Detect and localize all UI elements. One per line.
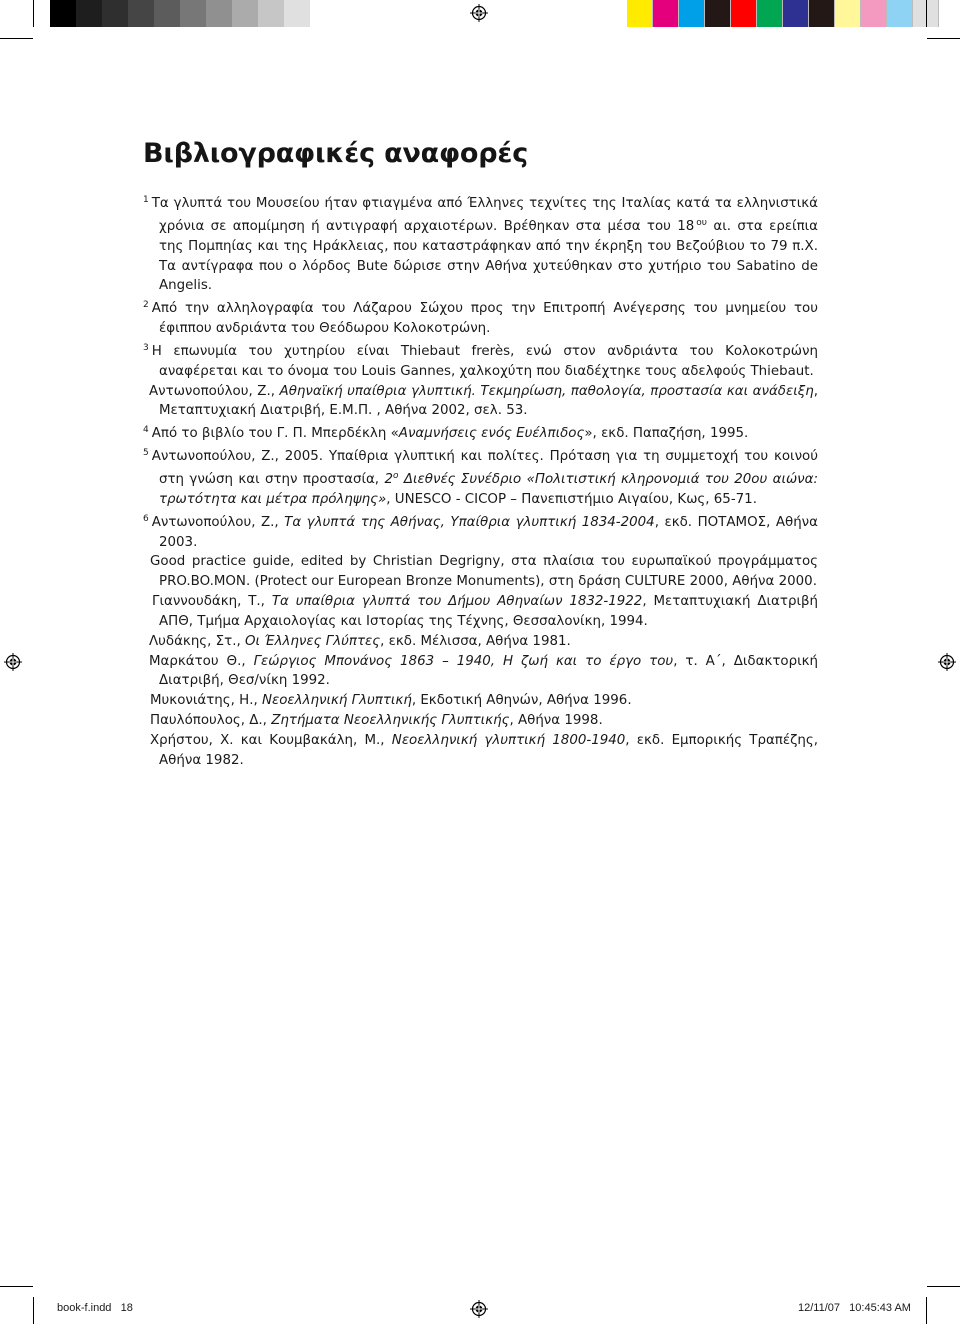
gray-swatch-3 bbox=[102, 0, 128, 27]
reference-3: $^3$ Η επωνυμία του χυτηρίου είναι Thiebaut frerès, ενώ στον ανδριάντα του Κολοκοτρώνη αναφέρεται και το όνομα του Louis Gannes, χαλκοχύτη που διαδέχτηκε τους αδελφούς Thiebaut. bbox=[143, 342, 818, 379]
cmyk-color-bar bbox=[627, 0, 939, 27]
gray-swatch-5 bbox=[154, 0, 180, 27]
reference-6: $^6$ Αντωνοπούλου, Ζ., Τα γλυπτά της Αθήνας, Υπαίθρια γλυπτική 1834-2004, εκδ. ΠΟΤΑΜΟΣ, Αθήνα 2003. bbox=[143, 513, 818, 550]
color-swatch-7 bbox=[783, 0, 809, 27]
gray-swatch-10 bbox=[284, 0, 310, 27]
color-swatch-10 bbox=[861, 0, 887, 27]
bibliography-lydakis: Λυδάκης, Στ., Οι Έλληνες Γλύπτες, εκδ. Μέλισσα, Αθήνα 1981. bbox=[149, 633, 571, 649]
color-swatch-2 bbox=[653, 0, 679, 27]
reference-4: $^4$ Από το βιβλίο του Γ. Π. Μπερδέκλη «Αναμνήσεις ενός Ευέλπιδος», εκδ. Παπαζήση, 1995. bbox=[143, 425, 749, 442]
crop-mark-bottom-right-v bbox=[926, 1297, 927, 1324]
registration-mark-top-icon bbox=[470, 4, 488, 22]
color-swatch-11 bbox=[887, 0, 913, 27]
crop-mark-bottom-right bbox=[927, 1286, 960, 1287]
bibliography-pavlopoulos: Παυλόπουλος, Δ., Ζητήματα Νεοελληνικής Γλυπτικής, Αθήνα 1998. bbox=[150, 713, 603, 729]
references-list bbox=[143, 191, 818, 771]
page-title: Βιβλιογραφικές αναφορές bbox=[143, 138, 529, 169]
color-swatch-4 bbox=[705, 0, 731, 27]
color-swatch-3 bbox=[679, 0, 705, 27]
reference-1: $^1$ Τα γλυπτά του Μουσείου ήταν φτιαγμένα από Έλληνες τεχνίτες της Ιταλίας κατά τα ελληνιστικά χρόνια σε απομίμηση ή αντιγραφή αρχαιοτέρων. Βρέθηκαν στα μέσα του 18 $^{o\upsilon}$ αι. στα ερείπια της Πομπηίας και της Ηράκλειας, που καταστράφηκαν από την έκρηξη του Βεζούβιου το 79 π.Χ. Τα αντίγραφα που ο λόρδος Bute δώρισε στην Αθήνα χυτεύθηκαν στο χυτήριο του Sabatino de Angelis. bbox=[143, 195, 819, 294]
gray-swatch-4 bbox=[128, 0, 154, 27]
gray-swatch-9 bbox=[258, 0, 284, 27]
gray-swatch-7 bbox=[206, 0, 232, 27]
crop-mark-bottom-left-v bbox=[33, 1297, 34, 1324]
crop-mark-top-left bbox=[0, 38, 33, 39]
color-swatch-5 bbox=[731, 0, 757, 27]
crop-mark-top-left-v bbox=[33, 0, 34, 27]
reference-2: $^2$ Από την αλληλογραφία του Λάζαρου Σώχου προς την Επιτροπή Ανέγερσης του μνημείου του έφιππου ανδριάντα του Θεόδωρου Κολοκοτρώνη. bbox=[143, 300, 818, 337]
gray-swatch-2 bbox=[76, 0, 102, 27]
footnote-number: 4 bbox=[143, 425, 149, 436]
footnote-number: 2 bbox=[143, 300, 149, 311]
registration-mark-left-icon bbox=[4, 653, 22, 671]
bibliography-christou: Χρήστου, Χ. και Κουμβακάλη, Μ., Νεοελληνική γλυπτική 1800-1940, εκδ. Εμπορικής Τραπέζης, Αθήνα 1982. bbox=[150, 732, 818, 768]
registration-mark-bottom-icon bbox=[470, 1300, 488, 1318]
footnote-number: 1 bbox=[143, 195, 149, 205]
bibliography-good-practice: Good practice guide, edited by Christian Degrigny, στα πλαίσια του ευρωπαϊκού προγράμματος PRO.BO.MON. (Protect our European Bronze Monuments), στη δράση CULTURE 2000, Αθήνα 2000. bbox=[150, 554, 818, 590]
crop-mark-top-right-v bbox=[926, 0, 927, 27]
color-swatch-6 bbox=[757, 0, 783, 27]
crop-mark-top-right bbox=[927, 38, 960, 39]
gray-swatch-8 bbox=[232, 0, 258, 27]
slug-timestamp: 12/11/07 10:45:43 AM bbox=[798, 1302, 911, 1314]
reference-5: $^5$ Αντωνοπούλου, Ζ., 2005. Υπαίθρια γλυπτική και πολίτες. Πρόταση για τη συμμετοχή του κοινού στη γνώση και στην προστασία, $2^o$ Διεθνές Συνέδριο «Πολιτιστική κληρονομιά του 20ου αιώνα: τρωτότητα και μέτρα πρόληψης», UNESCO - CICOP – Πανεπιστήμιο Αιγαίου, Κως, 65-71. bbox=[143, 448, 819, 507]
footnote-number: 3 bbox=[143, 342, 149, 353]
slug-filename: book-f.indd 18 bbox=[57, 1302, 133, 1314]
color-swatch-8 bbox=[809, 0, 835, 27]
footnote-number: 5 bbox=[143, 448, 149, 459]
color-swatch-1 bbox=[627, 0, 653, 27]
grayscale-color-bar bbox=[50, 0, 310, 27]
gray-swatch-6 bbox=[180, 0, 206, 27]
crop-mark-bottom-left bbox=[0, 1286, 33, 1287]
color-swatch-9 bbox=[835, 0, 861, 27]
bibliography-giannoudaki: Γιαννουδάκη, Τ., Τα υπαίθρια γλυπτά του Δήμου Αθηναίων 1832-1922, Μεταπτυχιακή Διατριβή ΑΠΘ, Τμήμα Αρχαιολογίας και Ιστορίας της Τέχνης, Θεσσαλονίκη, 1994. bbox=[152, 594, 819, 629]
registration-mark-right-icon bbox=[938, 653, 956, 671]
bibliography-markatou: Μαρκάτου Θ., Γεώργιος Μπονάνος 1863 – 1940, Η ζωή και το έργο του, τ. Α΄, Διδακτορική Διατριβή, Θεσ/νίκη 1992. bbox=[149, 653, 818, 689]
gray-swatch-1 bbox=[50, 0, 76, 27]
bibliography-mykoniatis: Μυκονιάτης, Η., Νεοελληνική Γλυπτική, Εκδοτική Αθηνών, Αθήνα 1996. bbox=[150, 693, 632, 709]
footnote-number: 6 bbox=[143, 513, 149, 524]
reference-3b: Αντωνοπούλου, Ζ., Αθηναϊκή υπαίθρια γλυπτική. Τεκμηρίωση, παθολογία, προστασία και ανάδειξη, Μεταπτυχιακή Διατριβή, Ε.Μ.Π. , Αθήνα 2002, σελ. 53. bbox=[149, 383, 818, 419]
